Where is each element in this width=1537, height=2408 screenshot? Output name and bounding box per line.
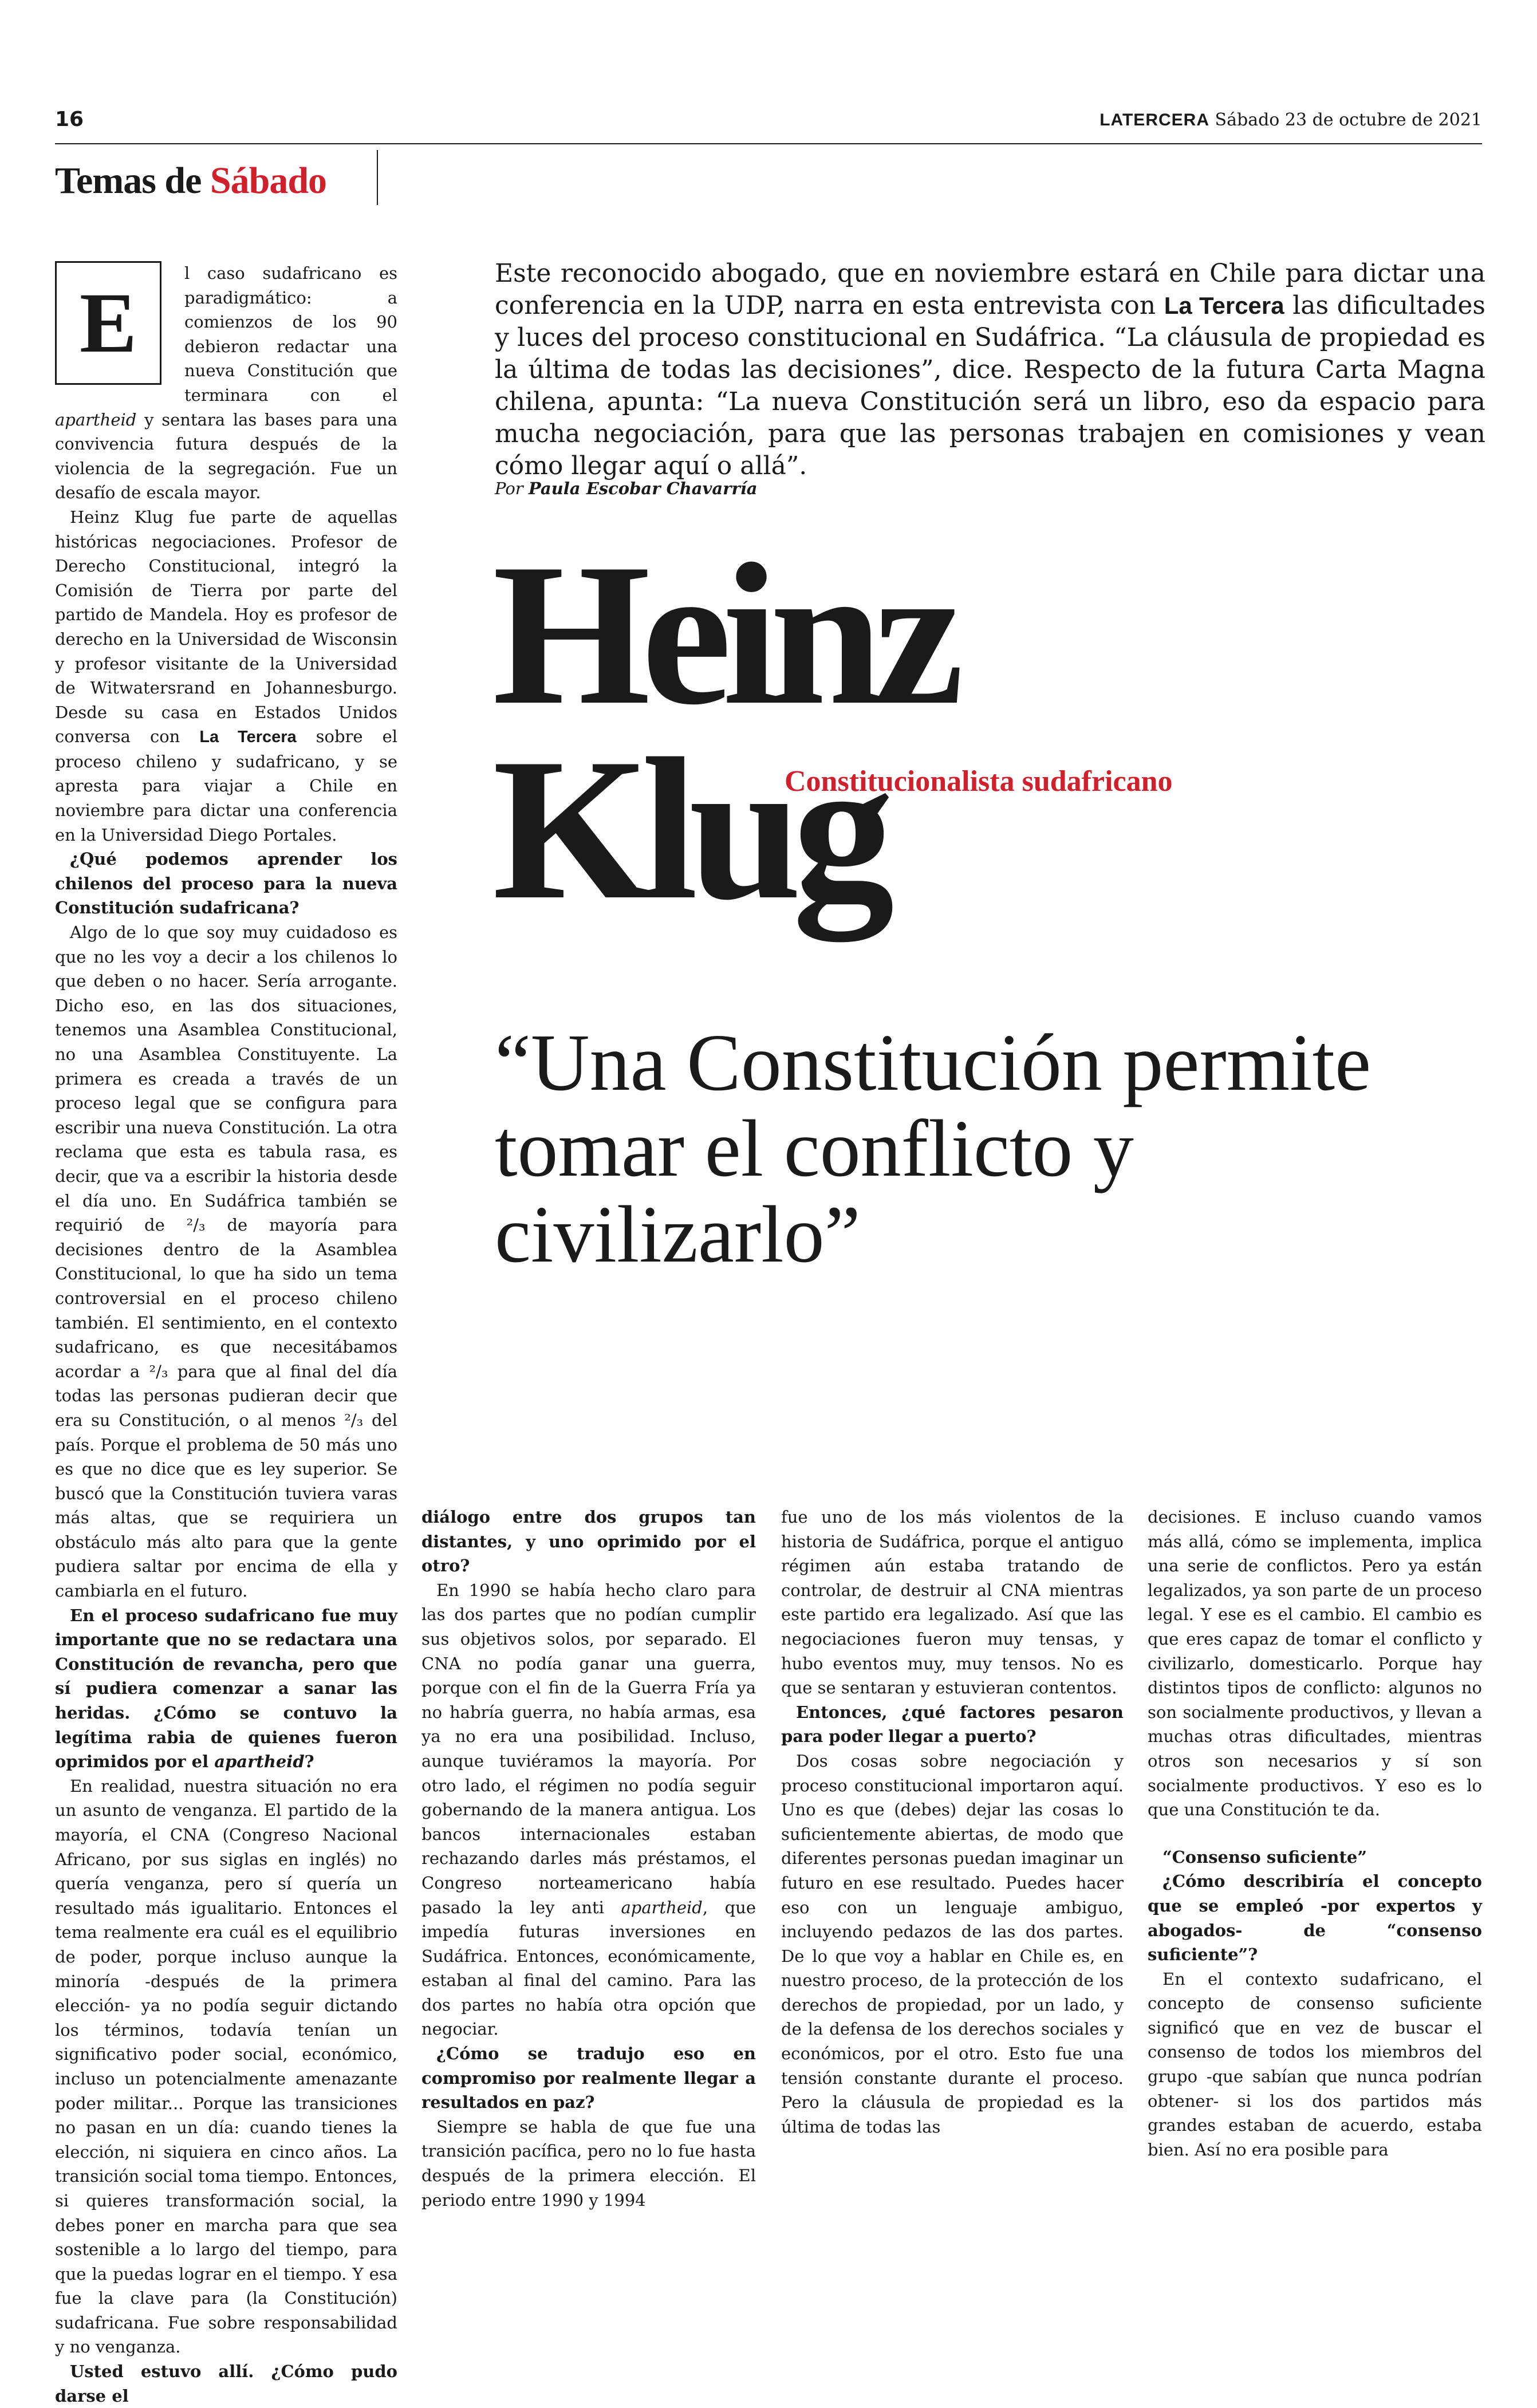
question: Usted estuvo allí. ¿Cómo pudo darse el bbox=[55, 2362, 397, 2406]
answer: En realidad, nuestra situación no era un asunto de venganza. El partido de la mayoría, el CNA (Congreso Nacional Africano, por sus siglas en inglés) no quería venganza, pero sí quería un resultado más igualitario. Entonces el tema realmente era cuál es el equilibrio de poder, porque incluso aunque la minoría -después de la primera elección- ya no podía seguir dictando los términos, todavía tenían un significativo poder social, económico, incluso un potencialmente amenazante poder militar... Porque las transiciones no pasan en un día: cuando tienes la elección, ni siquiera en cinco años. La transición social toma tiempo. Entonces, si quieres transformación social, la debes poner en marcha para que sea sostenible a lo largo del tiempo, para que la puedas lograr en el tiempo. Y esa fue la clave para (la Constitución) sudafricana. Fue sobre responsabilidad y no venganza. bbox=[55, 1776, 397, 2357]
question: ¿Cómo describiría el concepto que se empleó -por expertos y abogados- de “consenso suficiente”? bbox=[1148, 1871, 1482, 1965]
answer: En el contexto sudafricano, el concepto de consenso suficiente significó que en vez de buscar el consenso de todos los miembros del grupo -que sabían que nunca podrían obtener- si los dos partidos más grandes estaban de acuerdo, estaba bien. Así no era posible para bbox=[1148, 1969, 1482, 2159]
lead-text-2: las dificultades y luces del proceso constitucional en Sudáfrica. “La cláusula de propiedad es la última de todas las decisiones”, dice. Respecto de la futura Carta Magna chilena, apunta: “La nueva Constitución será un libro, eso da espacio para mucha negociación, para que las personas trabajen en comisiones y vean cómo llegar aquí o allá”. bbox=[495, 291, 1485, 480]
italic-term: apartheid bbox=[55, 409, 137, 429]
question bbox=[55, 1603, 397, 1774]
headline-subtitle: Constitucionalista sudafricano bbox=[785, 765, 1173, 798]
section-title-red: Sábado bbox=[210, 160, 327, 202]
article-column-4 bbox=[1148, 1505, 1482, 2162]
masthead-date bbox=[1099, 110, 1482, 130]
publication-date: Sábado 23 de octubre de 2021 bbox=[1215, 110, 1482, 130]
brand-logo: LATERCERA bbox=[1099, 111, 1209, 129]
answer bbox=[421, 1578, 756, 2042]
page-number: 16 bbox=[55, 108, 84, 131]
headline-last-name: Klug bbox=[492, 716, 885, 941]
headline-quote: “Una Constitución permite tomar el conflicto y civilizarlo” bbox=[495, 1017, 1372, 1279]
article-column-1 bbox=[55, 261, 397, 2408]
answer-continued: fue uno de los más violentos de la historia de Sudáfrica, porque el antiguo régimen aún estaba tratando de controlar, de destruir al CNA mientras este partido era legalizado. Así que las negociaciones fueron muy tensas, y hubo eventos muy, muy tensos. No es que se sentaran y estuvieran contentos. bbox=[781, 1507, 1124, 1698]
byline bbox=[495, 479, 758, 498]
question-end: ? bbox=[304, 1752, 314, 1772]
lead-newspaper-mark: La Tercera bbox=[1164, 292, 1284, 319]
subhead: “Consenso suficiente” bbox=[1162, 1847, 1367, 1867]
italic-term: apartheid bbox=[621, 1897, 703, 1917]
section-title bbox=[55, 159, 326, 203]
answer-text: En 1990 se había hecho claro para las dos partes que no podían cumplir sus objetivos solos, por separado. El CNA no podía ganar una guerra, porque con el fin de la Guerra Fría ya no habría guerra, no había armas, esa ya no era una posibilidad. Incluso, aunque tuviéramos la mayoría. Por otro lado, el régimen no podía seguir gobernando de la manera antigua. Los bancos internacionales estaban rechazando darles más préstamos, el Congreso norteamericano había pasado la ley anti bbox=[421, 1580, 756, 1917]
answer-continued: decisiones. E incluso cuando vamos más allá, cómo se implementa, implica una serie de conflictos. Pero ya están legalizados, ya son parte de un proceso legal. Y ese es el cambio. El cambio es que eres capaz de tomar el conflicto y civilizarlo, domesticarlo. Porque hay distintos tipos de conflicto: algunos no son socialmente productivos, y llevan a muchas otras dificultades, mientras otros son necesarios y sí son socialmente productivos. Y eso es lo que una Constitución te da. bbox=[1148, 1507, 1482, 1820]
article-column-3 bbox=[781, 1505, 1124, 2139]
byline-prefix: Por bbox=[495, 479, 523, 498]
intro-text-end: y sentara las bases para una convivencia futura después de la violencia de la segregación. Fue un desafío de escala mayor. bbox=[55, 409, 397, 503]
paragraph bbox=[55, 505, 397, 847]
bio-text-end: sobre el proceso chileno y sudafricano, y se apresta para viajar a Chile en noviembre para dictar una conferencia en la Universidad Diego Portales. bbox=[55, 727, 398, 845]
headline-first-name: Heinz bbox=[492, 522, 955, 747]
answer-text-end: , que impedía futuras inversiones en Sudáfrica. Entonces, económicamente, estaban al final del camino. Para las dos partes no había otra opción que negociar. bbox=[421, 1897, 756, 2039]
paragraph bbox=[55, 261, 397, 505]
lead-text-1: Este reconocido abogado, que en noviembre estará en Chile para dictar una conferencia en la UDP, narra en esta entrevista con bbox=[495, 259, 1485, 320]
answer: Algo de lo que soy muy cuidadoso es que no les voy a decir a los chilenos lo que deben o no hacer. Sería arrogante. Dicho eso, en las dos situaciones, tenemos una Asamblea Constitucional, no una Asamblea Constituyente. La primera es creada a través de un proceso legal que se configura para escribir una nueva Constitución. La otra reclama que esta es tabula rasa, es decir, que va a escribir la historia desde el día uno. En Sudáfrica también se requirió de ²/₃ de mayoría para decisiones dentro de la Asamblea Constitucional, lo que ha sido un tema controversial en el proceso chileno también. El sentimiento, en el contexto sudafricano, es que necesitábamos acordar a ²/₃ para que al final del día todas las personas pudieran decir que era su Constitución, o al menos ²/₃ del país. Porque el problema de 50 más uno es que no dice que es ley superior. Se buscó que la Constitución tuviera varas más altas, que se requiriera un obstáculo más alto para que la gente pudiera saltar por encima de ella y cambiarla en el futuro. bbox=[55, 923, 397, 1601]
question: ¿Cómo se tradujo eso en compromiso por realmente llegar a resultados en paz? bbox=[421, 2044, 756, 2113]
dropcap bbox=[55, 261, 161, 385]
answer: Dos cosas sobre negociación y proceso constitucional importaron aquí. Uno es que (debes) dejar las cosas lo suficientemente abiertas, de modo que diferentes personas puedan imaginar un futuro en ese resultado. Puedes hacer eso con un lenguaje ambiguo, incluyendo pedazos de las dos partes. De lo que voy a hablar en Chile es, en nuestro proceso, de la protección de los derechos de propiedad, por un lado, y de la defensa de los derechos sociales y económicos, por el otro. Esto fue una tensión constante durante el proceso. Pero la cláusula de propiedad es la última de todas las bbox=[781, 1751, 1124, 2137]
section-title-black: Temas de bbox=[55, 160, 202, 202]
intro-text: l caso sudafricano es paradigmático: a comienzos de los 90 debieron redactar una nueva Constitución que terminara con el bbox=[184, 263, 397, 405]
article-lead bbox=[495, 258, 1485, 482]
section-divider bbox=[377, 150, 378, 205]
dropcap-letter: E bbox=[79, 275, 137, 371]
question: Entonces, ¿qué factores pesaron para poder llegar a puerto? bbox=[781, 1702, 1124, 1747]
italic-term: apartheid bbox=[214, 1752, 305, 1772]
answer: Siempre se habla de que fue una transición pacífica, pero no lo fue hasta después de la primera elección. El periodo entre 1990 y 1994 bbox=[421, 2117, 756, 2210]
bio-text: Heinz Klug fue parte de aquellas históricas negociaciones. Profesor de Derecho Constitucional, integró la Comisión de Tierra por parte del partido de Mandela. Hoy es profesor de derecho en la Universidad de Wisconsin y profesor visitante de la Universidad de Witwatersrand en Johannesburgo. Desde su casa en Estados Unidos conversa con bbox=[55, 507, 397, 747]
article-column-2 bbox=[421, 1505, 756, 2212]
question-continued: diálogo entre dos grupos tan distantes, y uno oprimido por el otro? bbox=[421, 1507, 756, 1576]
byline-author: Paula Escobar Chavarría bbox=[528, 479, 758, 498]
question-text: En el proceso sudafricano fue muy importante que no se redactara una Constitución de revancha, pero que sí pudiera comenzar a sanar las heridas. ¿Cómo se contuvo la legítima rabia de quienes fueron oprimidos por el bbox=[55, 1605, 397, 1772]
header-rule bbox=[55, 143, 1482, 144]
question: ¿Qué podemos aprender los chilenos del proceso para la nueva Constitución sudafricana? bbox=[55, 849, 397, 918]
newspaper-mark: La Tercera bbox=[199, 728, 297, 747]
